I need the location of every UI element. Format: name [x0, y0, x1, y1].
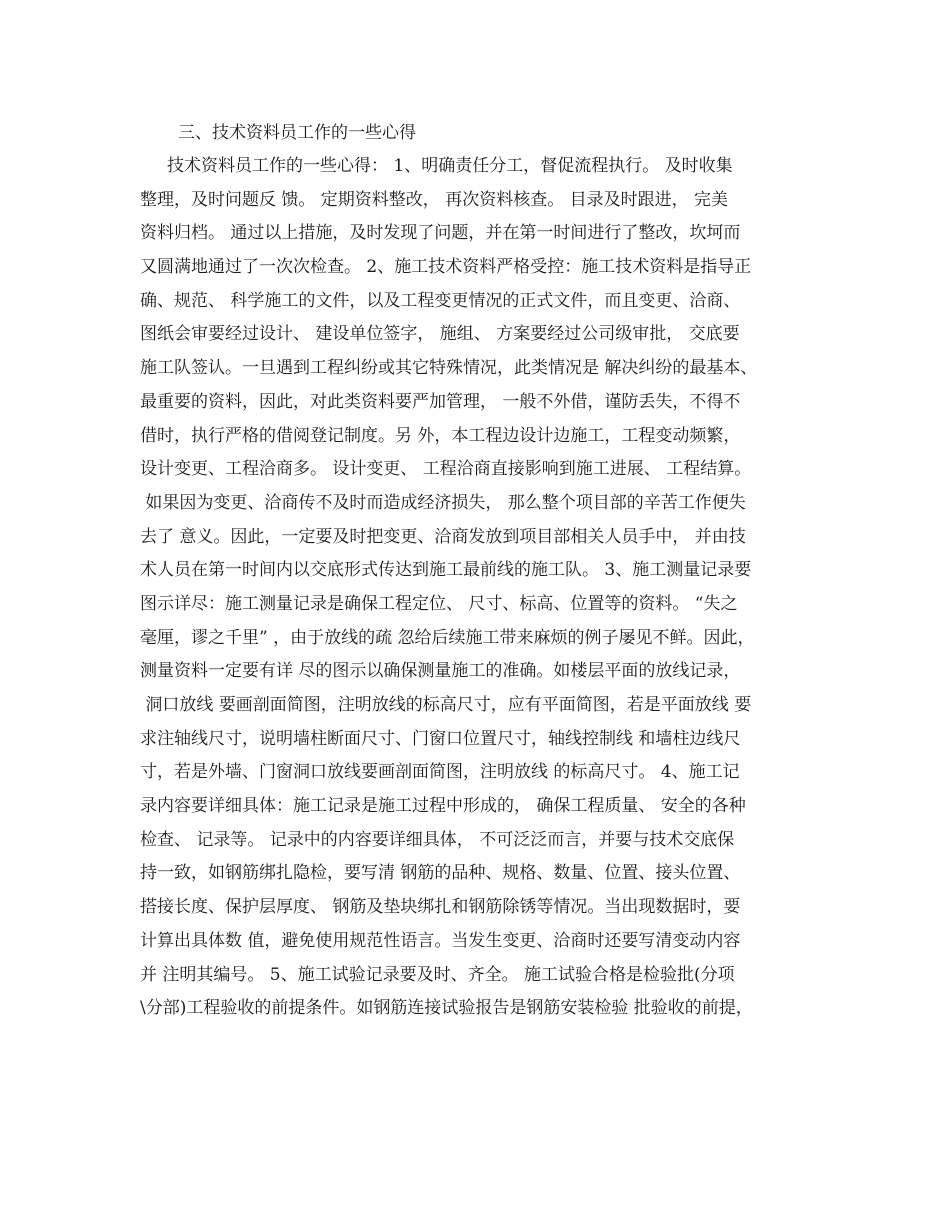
- paragraph-line: 去了 意义。因此，一定要及时把变更、洽商发放到项目部相关人员手中， 并由技: [140, 526, 746, 547]
- paragraph-line: 术人员在第一时间内以交底形式传达到施工最前线的施工队。 3、施工测量记录要: [140, 560, 752, 581]
- section-heading: 三、技术资料员工作的一些心得: [178, 123, 416, 143]
- paragraph-line: 持一致，如钢筋绑扎隐检，要写清 钢筋的品种、规格、数量、位置、接头位置、: [140, 863, 741, 884]
- paragraph-line: 施工队签认。一旦遇到工程纠纷或其它特殊情况，此类情况是 解决纠纷的最基本、: [140, 358, 758, 379]
- paragraph-line: 计算出具体数 值，避免使用规范性语言。当发生变更、洽商时还要写清变动内容: [140, 930, 741, 951]
- paragraph-line: 整理，及时问题反 馈。 定期资料整改， 再次资料核查。 目录及时跟进， 完美: [140, 189, 729, 210]
- paragraph-line: 如果因为变更、洽商传不及时而造成经济损失， 那么整个项目部的辛苦工作便失: [140, 492, 746, 513]
- paragraph-line: 图纸会审要经过设计、 建设单位签字， 施组、 方案要经过公司级审批， 交底要: [140, 324, 740, 345]
- paragraph-line: 借时，执行严格的借阅登记制度。另 外，本工程边设计边施工，工程变动频繁，: [140, 425, 741, 446]
- paragraph-line: 又圆满地通过了一次次检查。 2、施工技术资料严格受控：施工技术资料是指导正: [140, 257, 752, 278]
- paragraph-line: 资料归档。 通过以上措施，及时发现了问题，并在第一时间进行了整改，坎坷而: [140, 223, 741, 244]
- paragraph-line: 图示详尽：施工测量记录是确保工程定位、 尺寸、标高、位置等的资料。 “失之: [140, 593, 738, 614]
- paragraph-line: 录内容要详细具体：施工记录是施工过程中形成的， 确保工程质量、 安全的各种: [140, 796, 746, 817]
- paragraph-line: 毫厘，谬之千里” ，由于放线的疏 忽给后续施工带来麻烦的例子屡见不鲜。因此，: [140, 627, 755, 648]
- body-paragraph: [140, 150, 830, 1026]
- paragraph-line: 最重要的资料，因此，对此类资料要严加管理， 一般不外借，谨防丢失，不得不: [140, 391, 741, 412]
- paragraph-line: 洞口放线 要画剖面简图，注明放线的标高尺寸，应有平面简图，若是平面放线 要: [140, 695, 752, 715]
- paragraph-line: 搭接长度、保护层厚度、 钢筋及垫块绑扎和钢筋除锈等情况。当出现数据时，要: [140, 897, 741, 918]
- paragraph-line: \分部)工程验收的前提条件。如钢筋连接试验报告是钢筋安装检验 批验收的前提，: [140, 998, 753, 1019]
- paragraph-line: 检查、 记录等。 记录中的内容要详细具体， 不可泛泛而言，并要与技术交底保: [140, 829, 735, 850]
- paragraph-line: 求注轴线尺寸，说明墙柱断面尺寸、门窗口位置尺寸，轴线控制线 和墙柱边线尺: [140, 728, 741, 749]
- paragraph-line: 技术资料员工作的一些心得： 1、明确责任分工，督促流程执行。 及时收集: [140, 156, 733, 176]
- paragraph-line: 确、规范、 科学施工的文件，以及工程变更情况的正式文件，而且变更、洽商、: [140, 290, 741, 311]
- paragraph-line: 设计变更、工程洽商多。 设计变更、 工程洽商直接影响到施工进展、 工程结算。: [140, 459, 752, 480]
- paragraph-line: 并 注明其编号。 5、施工试验记录要及时、齐全。 施工试验合格是检验批(分项: [140, 964, 735, 985]
- paragraph-line: 寸，若是外墙、门窗洞口放线要画剖面简图，注明放线 的标高尺寸。 4、施工记: [140, 762, 740, 783]
- paragraph-line: 测量资料一定要有详 尽的图示以确保测量施工的准确。如楼层平面的放线记录，: [140, 661, 741, 682]
